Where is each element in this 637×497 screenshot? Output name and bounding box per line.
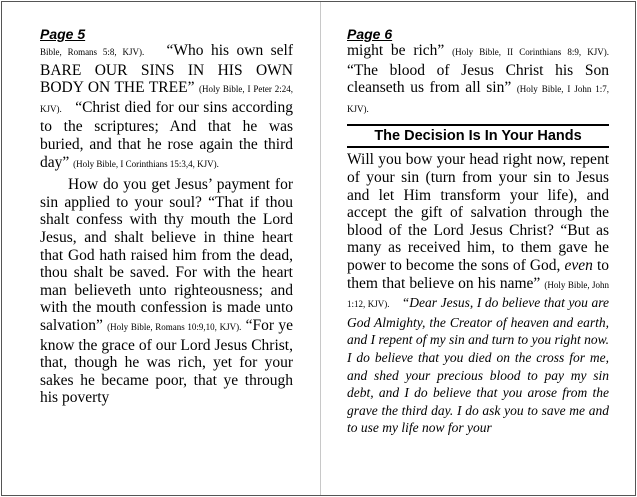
body-text: How do you get Jesus’ payment for sin applied to your soul? “That if thou shalt confess with thy mouth the Lord Jesus, and shalt believe in thine heart that God hath raised him from the dead, thou shalt be saved. For with the heart man believeth unto righteousness; and with the mouth confession is made unto salvation”: [40, 176, 293, 334]
paragraph: [40, 176, 293, 407]
page-divider: [320, 2, 321, 495]
scripture-quote: “For ye know the grace of our Lord Jesus Christ, that, though he was rich, yet for your sakes he became poor, that ye through his poverty: [40, 316, 294, 407]
scripture-quote: “Christ died for our sins according to the scriptures; And that he was buried, and that he rose again the third day”: [40, 98, 293, 171]
scripture-quote: might be rich”: [347, 42, 445, 59]
page-number-label: Page 5: [40, 26, 86, 42]
body-text: Will you bow your head right now, repent of your sin (turn from your sin to Jesus and let Him transform your life), and accept the gift of salvation through the blood of the Lord Jesus Christ? “But as many as received him, to them gave he power to become the sons of God,: [347, 151, 609, 274]
body-text: to them that believe on his name”: [347, 256, 610, 292]
booklet-spread: [1, 1, 636, 496]
paragraph: [40, 42, 293, 173]
emphasis: even: [564, 256, 593, 274]
citation: (Holy Bible, I Corinthians 15:3,4, KJV).: [73, 158, 219, 169]
paragraph: [347, 151, 609, 437]
page-number-label: Page 6: [347, 26, 393, 42]
citation: Bible, Romans 5:8, KJV).: [40, 47, 145, 57]
citation: (Holy Bible, II Corinthians 8:9, KJV).: [452, 47, 609, 57]
page-6: [347, 26, 609, 437]
citation: (Holy Bible, I Peter 2:24, KJV).: [40, 84, 293, 114]
scripture-quote: “Who his own self BARE OUR SINS IN HIS OWN BODY ON THE TREE”: [40, 42, 294, 97]
citation: (Holy Bible, John 1:12, KJV).: [347, 279, 610, 310]
citation: (Holy Bible, I John 1:7, KJV).: [347, 84, 610, 114]
citation: (Holy Bible, Romans 10:9,10, KJV).: [107, 321, 242, 332]
page-5: [40, 26, 293, 407]
paragraph: [347, 42, 609, 118]
section-heading: The Decision Is In Your Hands: [347, 124, 609, 148]
prayer-text: “Dear Jesus, I do believe that you are God Almighty, the Creator of heaven and earth, and I repent of my sin and turn to you right now. I do believe that you died on the cross for me, and shed your precious blood to pay my sin debt, and I do believe that you arose from the grave the third day. I do ask you to save me and to use my life now for your: [347, 295, 610, 436]
scripture-quote: “The blood of Jesus Christ his Son cleanseth us from all sin”: [347, 61, 609, 97]
